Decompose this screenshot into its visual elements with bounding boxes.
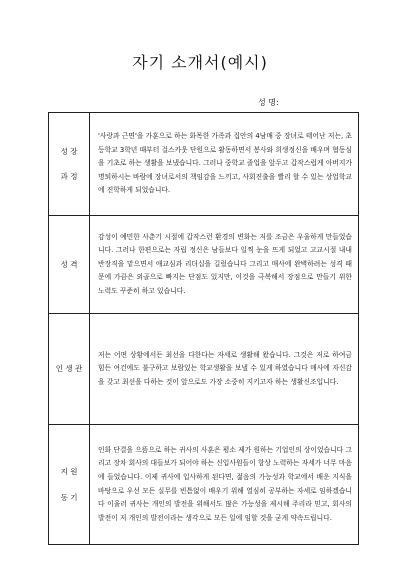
self-introduction-table: [48, 112, 359, 545]
section-row-personality: [49, 216, 359, 314]
section-label-motivation: [49, 425, 90, 545]
section-label-line: 과 정: [60, 172, 78, 181]
section-label-line: 인 생 관: [55, 364, 83, 374]
section-row-growth: [49, 113, 359, 216]
section-text-motivation: 인화 단결을 으뜸으로 하는 귀사의 사훈은 평소 제가 원하는 기업인의 상이었습니다 그리고 장차 회사의 대들보가 되어야 하는 신입사원들이 항상 노력하는 자세가 너무 마음에 들었습니다. 이제 귀사에 입사하게 된다면, 젊음의 가능성과 학교에서 배운 지식을 바탕으로 우선 모든 실무를 빈틈없이 배우기 위해 열심히 공부하는 자세로 임하겠습니다 이울러 귀사는 개인의 발전을 위해서도 많은 가능성을 제시해 주리라 믿고, 회사의 발전이 저 개인의 발전이라는 생각으로 모든 일에 임할 것을 굳게 약속드립니다.: [90, 425, 359, 545]
section-label-line: 성 장: [60, 146, 78, 156]
document-title: 자기 소개서(예시): [132, 53, 268, 72]
section-label-personality: [49, 216, 90, 314]
section-row-outlook: [49, 314, 359, 425]
name-label: 성 명:: [258, 98, 279, 107]
section-text-personality: 감성이 예민한 사춘기 시절에 갑작스런 환경의 변화는 저를 조금은 우울하게 만들었습니다. 그러나 한편으로는 자립 정신은 남들보다 일찍 눈을 뜨게 되었고 고교시절 내내 반장직을 맡으면서 애교심과 리더십을 길렀습니다 그리고 매사에 완벽하려는 성격 때문에 가끔은 외골으로 빠지는 단점도 있지만, 이것을 극복해서 장점으로 만들기 위한 노력도 꾸준히 하고 있습니다.: [90, 216, 359, 314]
section-text-growth: '사랑과 근면'을 가훈으로 하는 화목한 가족과 집안의 4남매 중 장녀로 태어난 저는, 초등학교 3학년 때부터 걸스카웃 단원으로 활동하면서 봉사와 희생정신을 배우며 협동심을 기초로 하는 생활을 보냈습니다. 그러나 중학교 졸업을 앞두고 갑작스럽게 아버지가 명퇴하시는 바람에 장녀로서의 책임감을 느끼고, 사회진출을 빨리 할 수 있는 상업학교에 진학하게 되었습니다.: [90, 113, 359, 216]
section-label-growth: [49, 113, 90, 216]
section-label-outlook: [49, 314, 90, 425]
section-label-line: 성 격: [60, 259, 78, 269]
section-text-outlook: 저는 어떤 상황에서든 최선을 다한다는 자세로 생활해 왔습니다. 그것은 저로 하여금 힘든 여건에도 불구하고 보람있는 학교생활을 보낼 수 있게 하였습니다 매사에 자신감을 갖고 최선을 다하는 것이 앞으로도 가장 소중히 지키고자 하는 생활신조입니다.: [90, 314, 359, 425]
section-label-line: 지 원: [60, 467, 78, 477]
section-row-motivation: [49, 425, 359, 545]
section-label-line: 동 기: [60, 492, 78, 502]
